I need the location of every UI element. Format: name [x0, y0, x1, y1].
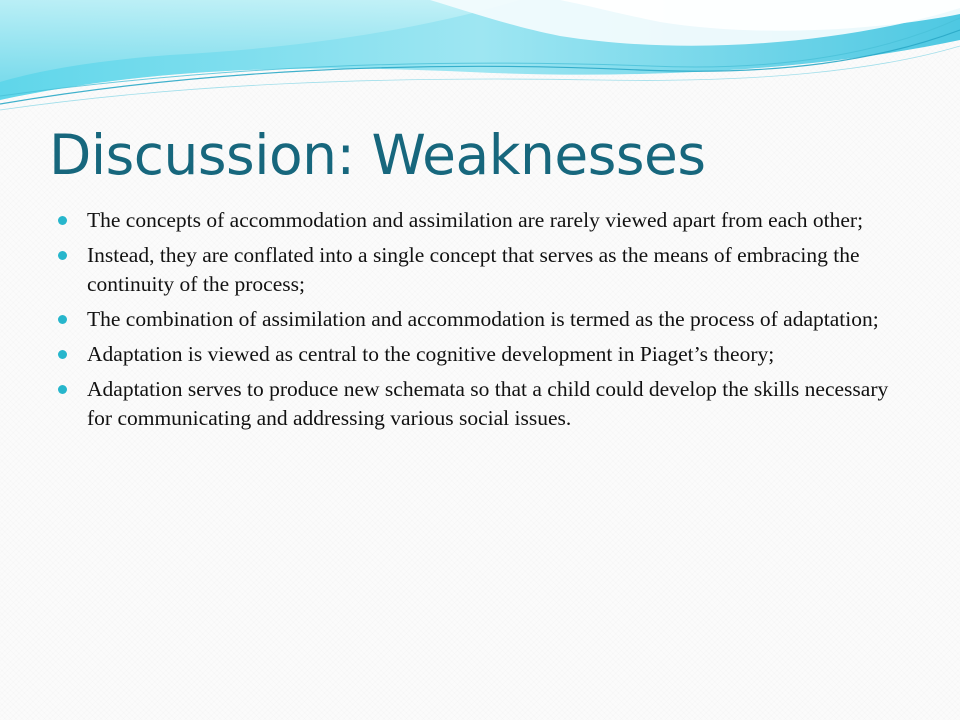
bullet-item	[58, 305, 918, 334]
bullet-item	[58, 340, 918, 369]
header-wave-decoration	[0, 0, 960, 115]
bullet-text: Instead, they are conflated into a single concept that serves as the means of embracing the continuity of the process;	[87, 243, 860, 296]
bullet-text: The combination of assimilation and accommodation is termed as the process of adaptation;	[87, 307, 879, 331]
bullet-list	[58, 206, 918, 439]
bullet-dot-icon	[58, 350, 67, 359]
bullet-item	[58, 375, 918, 433]
slide-title: Discussion: Weaknesses	[49, 123, 706, 187]
bullet-item	[58, 206, 918, 235]
bullet-text: The concepts of accommodation and assimilation are rarely viewed apart from each other;	[87, 208, 864, 232]
bullet-text: Adaptation serves to produce new schemata so that a child could develop the skills necessary for communicating and addressing various social issues.	[87, 377, 889, 430]
bullet-item	[58, 241, 918, 299]
bullet-text: Adaptation is viewed as central to the cognitive development in Piaget’s theory;	[87, 342, 775, 366]
bullet-dot-icon	[58, 315, 67, 324]
bullet-dot-icon	[58, 251, 67, 260]
bullet-dot-icon	[58, 385, 67, 394]
bullet-dot-icon	[58, 216, 67, 225]
